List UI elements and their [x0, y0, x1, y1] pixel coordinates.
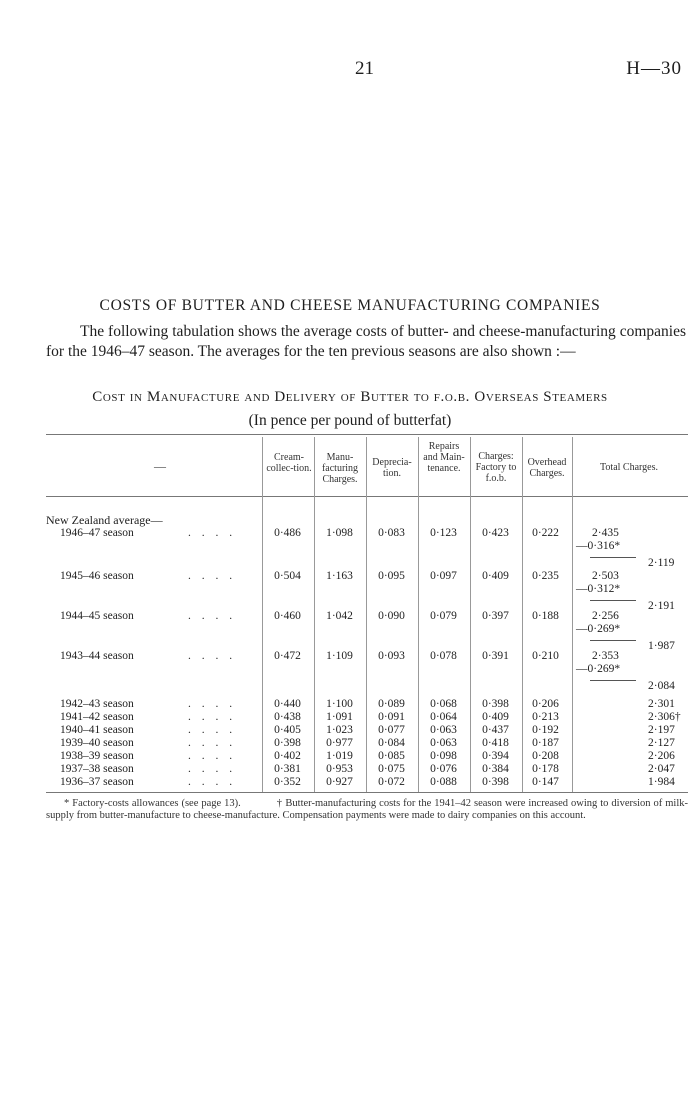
cell-cream: 0·440 — [274, 698, 301, 710]
leader-dots: . . . . — [188, 711, 237, 723]
table-heading-text: Cost in Manufacture and Delivery of Butter to f.o.b. Overseas Steamers — [92, 389, 608, 405]
cell-fob: 0·398 — [482, 698, 509, 710]
cell-fob: 0·391 — [482, 650, 509, 662]
cell-ovh: 0·208 — [532, 750, 559, 762]
cell-ovh: 0·210 — [532, 650, 559, 662]
row-season: 1939–40 season — [60, 737, 134, 749]
cell-manu: 1·163 — [326, 570, 353, 582]
leader-dots: . . . . — [188, 763, 237, 775]
column-header-overhead: Overhead Charges. — [527, 457, 567, 479]
column-header-manufacturing: Manu-facturing Charges. — [321, 452, 359, 485]
cell-total: 2·119 — [648, 557, 675, 569]
cell-cream: 0·398 — [274, 737, 301, 749]
cell-cream: 0·504 — [274, 570, 301, 582]
cell-allowance: —0·269* — [576, 623, 621, 635]
cell-ovh: 0·178 — [532, 763, 559, 775]
cell-fob: 0·409 — [482, 570, 509, 582]
cell-ovh: 0·192 — [532, 724, 559, 736]
leader-dots: . . . . — [188, 698, 237, 710]
row-season: 1941–42 season — [60, 711, 134, 723]
cell-rep: 0·064 — [430, 711, 457, 723]
cell-manu: 1·019 — [326, 750, 353, 762]
cell-fob: 0·418 — [482, 737, 509, 749]
leader-dots: . . . . — [188, 610, 237, 622]
page-number: 21 — [355, 58, 374, 79]
cell-ovh: 0·222 — [532, 527, 559, 539]
cell-dep: 0·072 — [378, 776, 405, 788]
cell-manu: 1·042 — [326, 610, 353, 622]
cell-total: 1·984 — [648, 776, 675, 788]
cell-total: 2·306† — [648, 711, 681, 723]
column-header-depreciation: Deprecia-tion. — [372, 457, 412, 479]
cell-manu: 1·109 — [326, 650, 353, 662]
cell-dep: 0·093 — [378, 650, 405, 662]
cell-manu: 1·100 — [326, 698, 353, 710]
cell-fob: 0·384 — [482, 763, 509, 775]
cell-dep: 0·075 — [378, 763, 405, 775]
leader-dots: . . . . — [188, 527, 237, 539]
cell-rep: 0·098 — [430, 750, 457, 762]
cell-gross: 2·503 — [592, 570, 619, 582]
cell-dep: 0·083 — [378, 527, 405, 539]
cell-total: 2·206 — [648, 750, 675, 762]
cell-dep: 0·095 — [378, 570, 405, 582]
row-season: 1945–46 season — [60, 570, 134, 582]
cell-total: 2·127 — [648, 737, 675, 749]
leader-dots: . . . . — [188, 737, 237, 749]
cell-rep: 0·079 — [430, 610, 457, 622]
cell-dep: 0·085 — [378, 750, 405, 762]
row-season: 1936–37 season — [60, 776, 134, 788]
leader-dots: . . . . — [188, 750, 237, 762]
leader-dots: . . . . — [188, 776, 237, 788]
row-season: 1937–38 season — [60, 763, 134, 775]
cell-ovh: 0·188 — [532, 610, 559, 622]
cell-dep: 0·089 — [378, 698, 405, 710]
cell-fob: 0·394 — [482, 750, 509, 762]
row-season: 1946–47 season — [60, 527, 134, 539]
column-header-total: Total Charges. — [600, 462, 658, 473]
cell-rep: 0·097 — [430, 570, 457, 582]
cell-allowance: —0·269* — [576, 663, 621, 675]
cell-cream: 0·381 — [274, 763, 301, 775]
cell-allowance: —0·316* — [576, 540, 621, 552]
cell-gross: 2·435 — [592, 527, 619, 539]
footnote-1: * Factory-costs allowances (see page 13). — [64, 798, 241, 809]
table-bottom-rule — [46, 792, 688, 793]
cell-rep: 0·063 — [430, 737, 457, 749]
cell-fob: 0·437 — [482, 724, 509, 736]
cell-total: 2·047 — [648, 763, 675, 775]
table-units: (In pence per pound of butterfat) — [248, 412, 452, 429]
footnotes — [46, 798, 688, 822]
table-heading — [0, 389, 700, 406]
cell-cream: 0·460 — [274, 610, 301, 622]
cell-manu: 0·953 — [326, 763, 353, 775]
table-header-rule — [46, 496, 688, 497]
cell-rep: 0·078 — [430, 650, 457, 662]
cell-rep: 0·063 — [430, 724, 457, 736]
cell-cream: 0·472 — [274, 650, 301, 662]
cell-allowance: —0·312* — [576, 583, 621, 595]
cell-total: 2·197 — [648, 724, 675, 736]
cell-manu: 1·098 — [326, 527, 353, 539]
cell-manu: 0·977 — [326, 737, 353, 749]
page-reference: H—30 — [626, 58, 682, 79]
subtotal-rule — [590, 640, 636, 641]
row-season: 1942–43 season — [60, 698, 134, 710]
cell-ovh: 0·235 — [532, 570, 559, 582]
cell-rep: 0·088 — [430, 776, 457, 788]
leader-dots: . . . . — [188, 650, 237, 662]
cell-gross: 2·256 — [592, 610, 619, 622]
row-season: 1940–41 season — [60, 724, 134, 736]
cell-rep: 0·123 — [430, 527, 457, 539]
subtotal-rule — [590, 680, 636, 681]
cell-dep: 0·084 — [378, 737, 405, 749]
cell-dep: 0·091 — [378, 711, 405, 723]
cell-fob: 0·409 — [482, 711, 509, 723]
cell-rep: 0·076 — [430, 763, 457, 775]
cell-cream: 0·402 — [274, 750, 301, 762]
cell-cream: 0·405 — [274, 724, 301, 736]
cell-rep: 0·068 — [430, 698, 457, 710]
cell-manu: 1·023 — [326, 724, 353, 736]
cell-manu: 0·927 — [326, 776, 353, 788]
row-season: 1943–44 season — [60, 650, 134, 662]
cell-total: 2·084 — [648, 680, 675, 692]
cell-ovh: 0·213 — [532, 711, 559, 723]
page-title: COSTS OF BUTTER AND CHEESE MANUFACTURING COMPANIES — [99, 297, 601, 314]
column-header-fob: Charges: Factory to f.o.b. — [475, 451, 517, 484]
leader-dots: . . . . — [188, 570, 237, 582]
cell-dep: 0·077 — [378, 724, 405, 736]
cell-total: 2·301 — [648, 698, 675, 710]
cell-total: 2·191 — [648, 600, 675, 612]
cell-gross: 2·353 — [592, 650, 619, 662]
table-top-rule — [46, 434, 688, 435]
subtotal-rule — [590, 600, 636, 601]
row-season: 1938–39 season — [60, 750, 134, 762]
cell-cream: 0·486 — [274, 527, 301, 539]
cell-manu: 1·091 — [326, 711, 353, 723]
column-header-blank: — — [154, 459, 166, 473]
footnote-2: † Butter-manufacturing costs for the 1941–42 season were increased owing to diversion of milk-supply from butter-manufacture to cheese-manufacture. Compensation payments were made to dairy companies on this account. — [46, 798, 689, 821]
column-header-cream: Cream-collec-tion. — [266, 452, 312, 474]
cell-fob: 0·423 — [482, 527, 509, 539]
cell-total: 1·987 — [648, 640, 675, 652]
cell-ovh: 0·147 — [532, 776, 559, 788]
cell-fob: 0·397 — [482, 610, 509, 622]
cell-cream: 0·438 — [274, 711, 301, 723]
cell-cream: 0·352 — [274, 776, 301, 788]
intro-paragraph: The following tabulation shows the average costs of butter- and cheese-manufacturing companies for the 1946–47 season. The averages for the ten previous seasons are also shown :— — [46, 323, 686, 360]
column-header-repairs: Repairs and Main-tenance. — [423, 441, 465, 474]
group-label: New Zealand average— — [46, 513, 163, 527]
subtotal-rule — [590, 557, 636, 558]
cell-fob: 0·398 — [482, 776, 509, 788]
cell-ovh: 0·206 — [532, 698, 559, 710]
leader-dots: . . . . — [188, 724, 237, 736]
cell-ovh: 0·187 — [532, 737, 559, 749]
cell-dep: 0·090 — [378, 610, 405, 622]
row-season: 1944–45 season — [60, 610, 134, 622]
